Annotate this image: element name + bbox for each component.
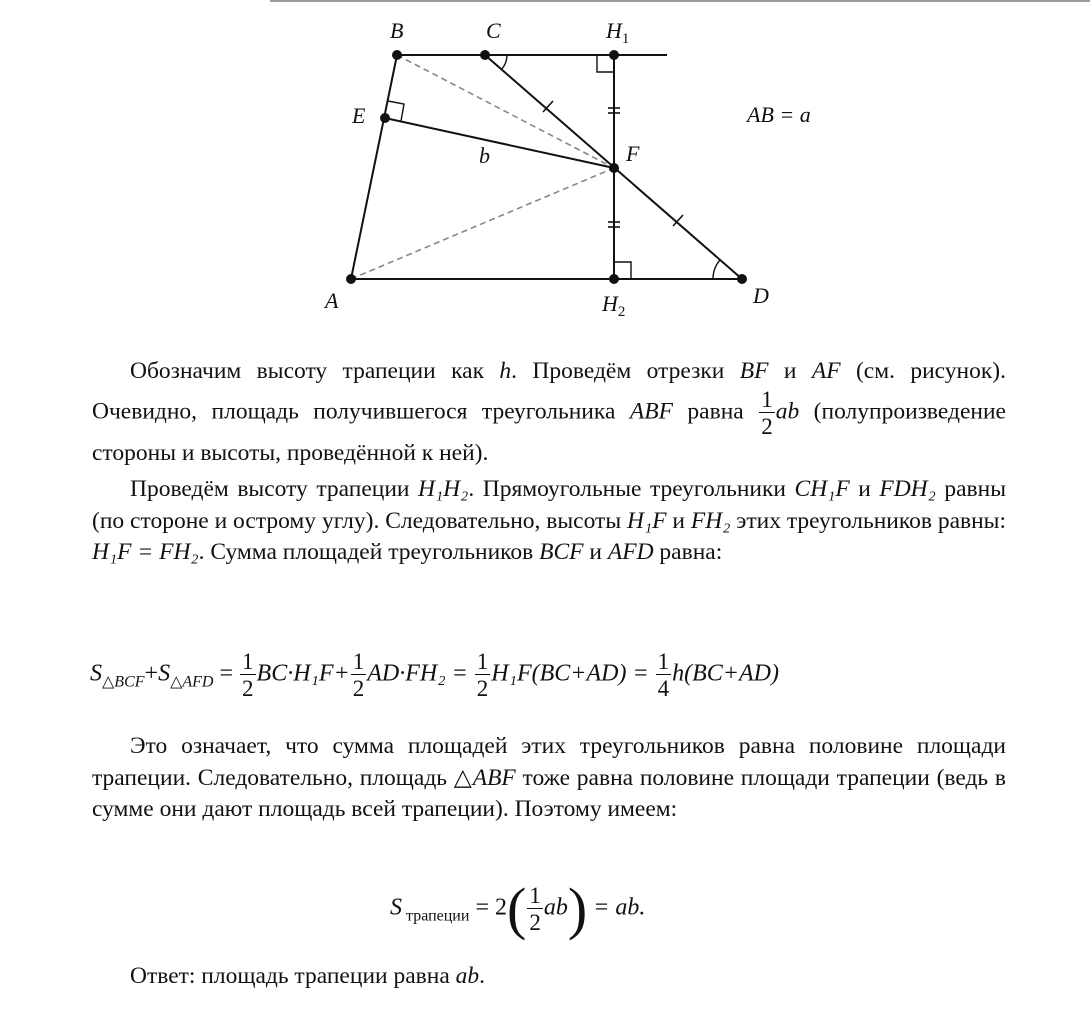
- point-h2: [609, 274, 619, 284]
- paragraph-1: Обозначим высоту трапеции как h. Проведём отрезки BF и AF (см. рисунок). Очевидно, площадь получившегося треугольника ABF равна $\frac{1}{2}$ ab (полупроизведение стороны и высоты, проведённой к ней).: [92, 358, 1006, 466]
- trapezoid-figure: [0, 0, 1090, 330]
- point-b: [392, 50, 402, 60]
- point-c: [480, 50, 490, 60]
- segment-ef: [385, 118, 614, 168]
- point-d: [737, 274, 747, 284]
- angle-arc-d: [713, 260, 720, 279]
- point-h1: [609, 50, 619, 60]
- answer-line: Ответ: площадь трапеции равна ab.: [130, 963, 486, 989]
- paragraph-3: Это означает, что сумма площадей этих треугольников равна половине площади трапеции. Следовательно, площадь △ABF тоже равна половине площади трапеции (ведь в сумме они дают площадь всей трапеции). Поэтому имеем:: [92, 733, 1007, 822]
- label-e: E: [352, 103, 366, 128]
- right-angle-e: [388, 101, 404, 121]
- given-ab-equals-a: AB = a: [747, 102, 811, 127]
- label-f: F: [626, 141, 640, 166]
- dashed-af: [351, 168, 614, 279]
- label-h1: $H_1$: [606, 18, 630, 47]
- label-c: C: [486, 18, 501, 43]
- point-f: [609, 163, 619, 173]
- label-b-length: b: [479, 143, 490, 168]
- label-a: A: [325, 288, 339, 313]
- label-h2: $H_2$: [602, 291, 626, 320]
- point-e: [380, 113, 390, 123]
- angle-arc-c: [501, 55, 507, 70]
- formula-area-sum: $S_{\triangle BCF}+S_{\triangle AFD}$ = $\frac{1}{2}$ BC·H₁F+ $\frac{1}{2}$ AD·FH₂ = $\frac{1}{2}$ H₁F(BC+AD) = $\frac{1}{4}$ h(BC+AD): [90, 649, 779, 701]
- side-ab: [351, 55, 397, 279]
- fraction-half: $\frac{1}{2}$: [761, 386, 773, 439]
- paragraph-2: Проведём высоту трапеции H₁H₂. Прямоугольные треугольники CH₁F и FDH₂ равны (по стороне и острому углу). Следовательно, высоты H₁F и FH₂ этих треугольников равны: H₁F = FH₂. Сумма площадей треугольников BCF и AFD равна:: [92, 476, 1006, 565]
- label-b: B: [390, 18, 404, 43]
- point-a: [346, 274, 356, 284]
- formula-trapezoid-area: S $_{трапеции}$ = 2( $\frac{1}{2}$ ab) = ab.: [390, 876, 646, 941]
- label-d: D: [753, 283, 769, 308]
